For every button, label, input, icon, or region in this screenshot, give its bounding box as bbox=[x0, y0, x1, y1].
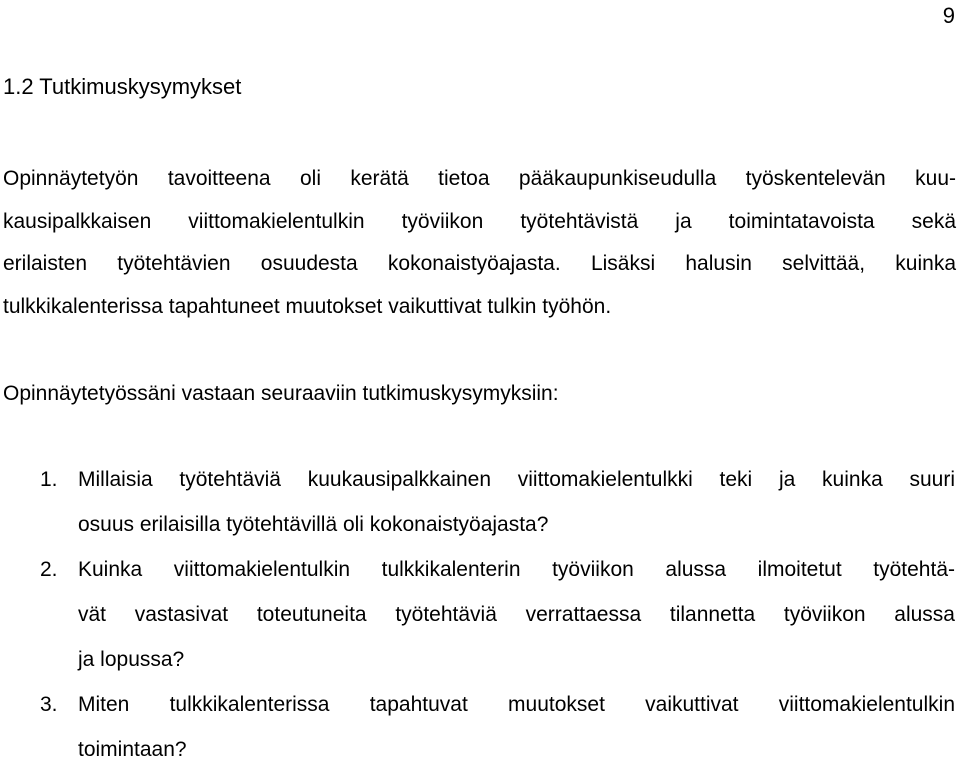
section-heading: 1.2 Tutkimuskysymykset bbox=[3, 74, 242, 99]
question-line: ja lopussa? bbox=[78, 648, 185, 671]
question-number: 3. bbox=[40, 693, 58, 716]
intro-paragraph bbox=[3, 166, 956, 336]
intro-line: tulkkikalenterissa tapahtuneet muutokset vaikuttivat tulkin työhön. bbox=[3, 294, 612, 318]
research-question-1 bbox=[0, 467, 959, 557]
question-line: Miten tulkkikalenterissa tapahtuvat muutokset vaikuttivat viittomakielentulkin bbox=[78, 693, 955, 716]
intro-line: erilaisten työtehtävien osuudesta kokonaistyöajasta. Lisäksi halusin selvittää, kuinka bbox=[3, 252, 956, 275]
question-number: 1. bbox=[40, 468, 58, 491]
question-line: toimintaan? bbox=[78, 738, 187, 761]
question-line: Millaisia työtehtäviä kuukausipalkkainen viittomakielentulkki teki ja kuinka suuri bbox=[78, 468, 955, 491]
lead-line: Opinnäytetyössäni vastaan seuraaviin tutkimuskysymyksiin: bbox=[3, 382, 559, 405]
question-number: 2. bbox=[40, 558, 58, 581]
intro-line: kausipalkkaisen viittomakielentulkin työviikon työtehtävistä ja toimintatavoista sekä bbox=[3, 209, 956, 233]
question-text bbox=[78, 467, 955, 557]
question-line: vät vastasivat toteutuneita työtehtäviä verrattaessa tilannetta työviikon alussa bbox=[78, 603, 955, 626]
question-text bbox=[78, 692, 955, 782]
research-question-3 bbox=[0, 692, 959, 782]
research-question-2 bbox=[0, 557, 959, 692]
question-text bbox=[78, 557, 955, 692]
intro-line: Opinnäytetyön tavoitteena oli kerätä tietoa pääkaupunkiseudulla työskentelevän kuu- bbox=[3, 167, 956, 190]
question-line: osuus erilaisilla työtehtävillä oli kokonaistyöajasta? bbox=[78, 513, 549, 536]
lead-sentence bbox=[3, 381, 956, 424]
research-questions-list bbox=[0, 467, 959, 782]
page-number: 9 bbox=[942, 3, 955, 28]
question-line: Kuinka viittomakielentulkin tulkkikalenterin työviikon alussa ilmoitetut työtehtä- bbox=[78, 558, 955, 581]
